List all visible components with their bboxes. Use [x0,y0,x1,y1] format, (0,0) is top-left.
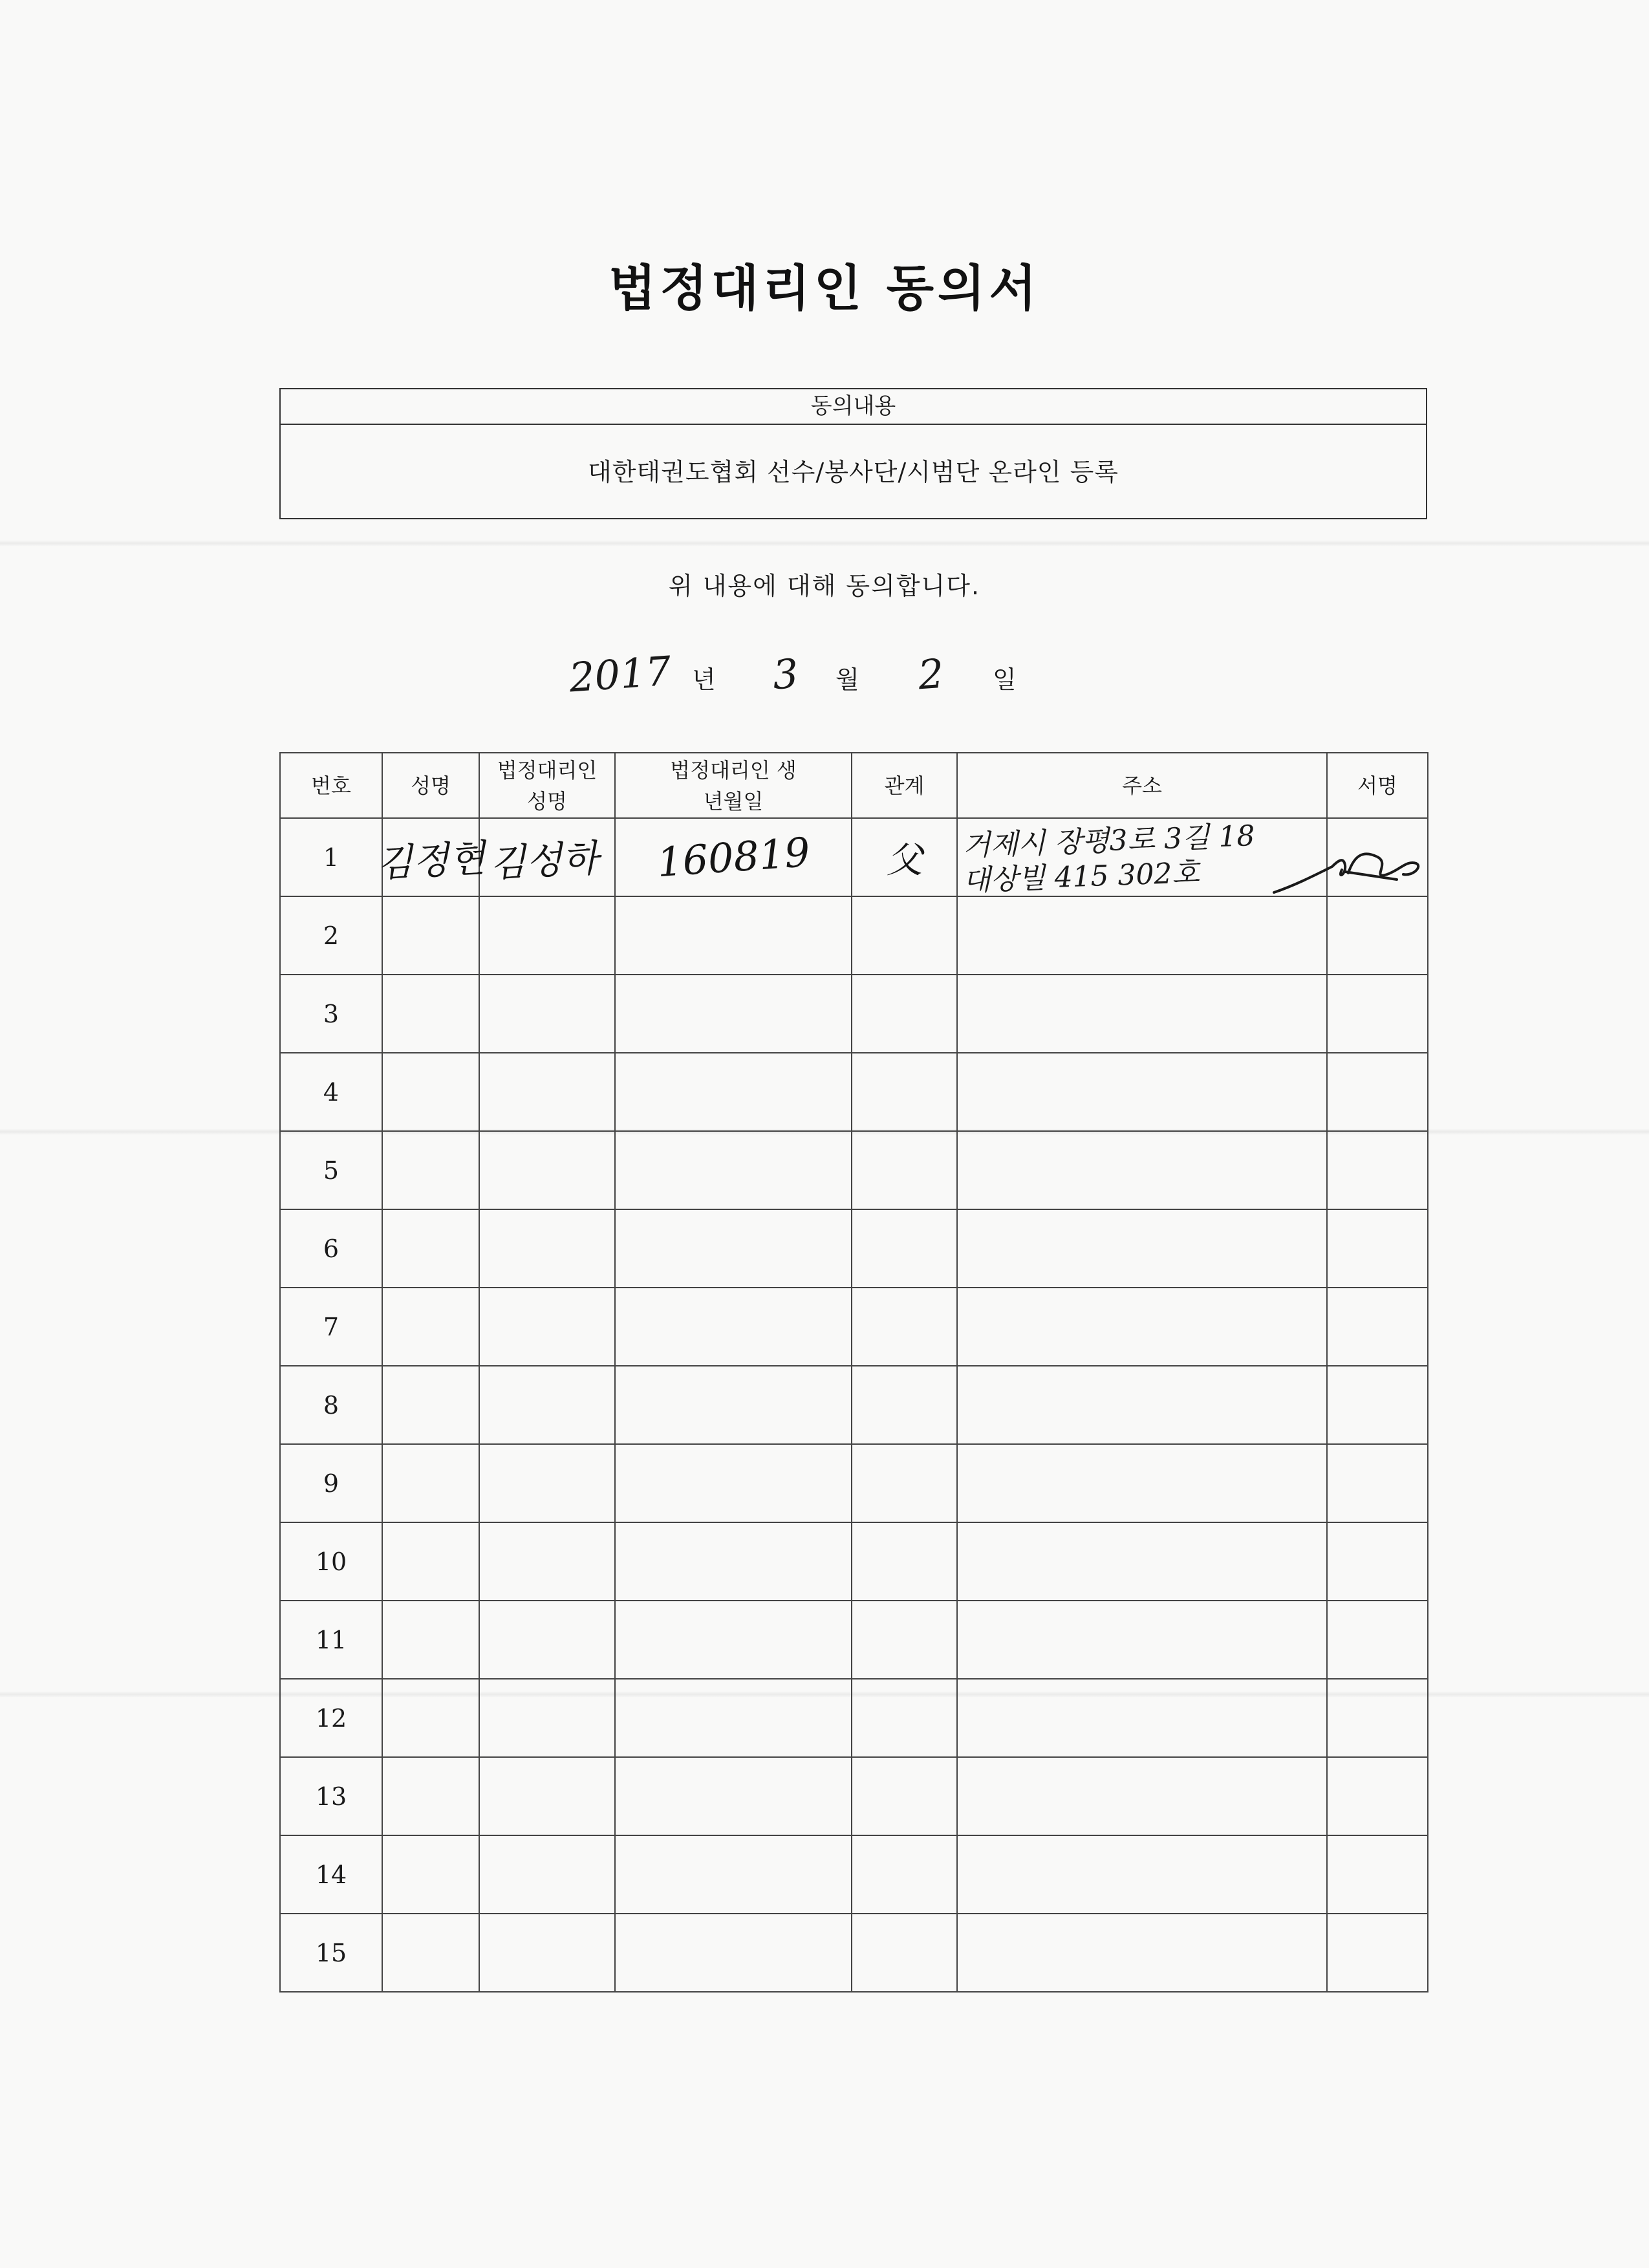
table-row [280,1522,1428,1601]
cell-guardian-name [479,1522,615,1601]
date-year-handwritten: 2017 [567,647,673,702]
cell-guardian-name [479,1444,615,1522]
cell-guardian-birthdate [615,1679,852,1757]
cell-name [382,1131,479,1209]
cell-guardian-birthdate [615,1601,852,1679]
cell-signature [1327,1444,1428,1522]
cell-name [382,1679,479,1757]
cell-guardian-birthdate [615,896,852,975]
cell-address [957,1053,1327,1131]
cell-address [957,1601,1327,1679]
cell-guardian-birthdate [615,1209,852,1288]
row-number: 5 [280,1131,382,1209]
cell-guardian-name [479,1601,615,1679]
row-number: 1 [280,818,382,896]
table-row [280,1679,1428,1757]
row-number: 3 [280,975,382,1053]
header-address: 주소 [957,753,1327,818]
header-name: 성명 [382,753,479,818]
cell-relation [852,1679,957,1757]
guardian-consent-table [279,752,1428,1993]
row-number: 4 [280,1053,382,1131]
cell-name [382,1444,479,1522]
cell-guardian-birthdate [615,818,852,896]
cell-signature [1327,1914,1428,1992]
cell-guardian-name [479,896,615,975]
header-number: 번호 [280,753,382,818]
date-month-label: 월 [835,665,859,694]
cell-guardian-birthdate [615,1053,852,1131]
cell-relation [852,975,957,1053]
cell-guardian-birthdate [615,1288,852,1366]
row-number: 6 [280,1209,382,1288]
cell-guardian-name [479,1835,615,1914]
cell-address [957,975,1327,1053]
row-number: 12 [280,1679,382,1757]
cell-signature [1327,1757,1428,1835]
consent-content: 대한태권도협회 선수/봉사단/시범단 온라인 등록 [587,458,1119,486]
cell-relation [852,818,957,896]
cell-name [382,1601,479,1679]
date-line [556,647,1099,705]
cell-address [957,896,1327,975]
cell-guardian-name [479,1053,615,1131]
table-row [280,1757,1428,1835]
handwritten-birthdate: 160819 [655,828,812,887]
consent-header: 동의내용 [281,389,1426,425]
cell-name [382,1914,479,1992]
cell-relation [852,1053,957,1131]
cell-signature [1327,896,1428,975]
table-row [280,1366,1428,1444]
handwritten-signature [1267,834,1442,905]
table-row [280,1053,1428,1131]
cell-signature [1327,975,1428,1053]
row-number: 15 [280,1914,382,1992]
cell-signature [1327,1131,1428,1209]
cell-name [382,1835,479,1914]
table-row [280,1288,1428,1366]
cell-guardian-name [479,1679,615,1757]
agreement-statement: 위 내용에 대해 동의합니다. [668,572,981,600]
consent-box [279,388,1427,519]
cell-relation [852,1444,957,1522]
cell-name [382,1209,479,1288]
cell-signature [1327,1366,1428,1444]
header-guardian-name: 법정대리인 성명 [479,753,615,818]
cell-signature [1327,1522,1428,1601]
handwritten-name: 김정현 [375,836,487,885]
cell-address [957,1679,1327,1757]
cell-guardian-birthdate [615,1914,852,1992]
table-row [280,896,1428,975]
row-number: 2 [280,896,382,975]
cell-name [382,1757,479,1835]
row-number: 7 [280,1288,382,1366]
cell-name [382,1288,479,1366]
table-row [280,1131,1428,1209]
cell-guardian-name [479,1209,615,1288]
header-relation: 관계 [852,753,957,818]
cell-address [957,1757,1327,1835]
row-number: 14 [280,1835,382,1914]
cell-relation [852,1835,957,1914]
table-row [280,1914,1428,1992]
cell-address [957,1288,1327,1366]
table-row [280,1601,1428,1679]
date-day-handwritten: 2 [916,649,945,699]
cell-relation [852,1209,957,1288]
cell-guardian-birthdate [615,1444,852,1522]
cell-relation [852,1366,957,1444]
cell-name [382,1522,479,1601]
cell-guardian-name [479,818,615,896]
row-number: 11 [280,1601,382,1679]
cell-relation [852,896,957,975]
cell-relation [852,1914,957,1992]
cell-signature [1327,1601,1428,1679]
cell-name [375,818,487,896]
cell-guardian-name [479,1131,615,1209]
cell-relation [852,1601,957,1679]
cell-guardian-name [479,1288,615,1366]
cell-signature [1327,1053,1428,1131]
cell-guardian-birthdate [615,1366,852,1444]
handwritten-address-line1: 거제시 장평3로 3길 18 [962,819,1256,863]
table-header-row [280,753,1428,818]
cell-guardian-birthdate [615,1835,852,1914]
cell-address [957,1209,1327,1288]
cell-signature [1327,1835,1428,1914]
cell-address [957,1444,1327,1522]
handwritten-address-line2: 대상빌 415 302호 [962,856,1200,898]
cell-guardian-name [479,975,615,1053]
cell-relation [852,1522,957,1601]
cell-relation [852,1288,957,1366]
cell-relation [852,1131,957,1209]
cell-address [957,1366,1327,1444]
cell-guardian-name [479,1914,615,1992]
table-row [280,975,1428,1053]
row-number: 10 [280,1522,382,1601]
cell-guardian-birthdate [615,975,852,1053]
cell-guardian-name [479,1757,615,1835]
cell-relation [852,1757,957,1835]
table-row [280,1444,1428,1522]
date-month-handwritten: 3 [771,649,800,699]
cell-address [957,1131,1327,1209]
date-year-label: 년 [692,665,716,694]
cell-guardian-birthdate [615,1131,852,1209]
cell-guardian-birthdate [615,1522,852,1601]
date-day-label: 일 [993,665,1017,694]
handwritten-relation: 父 [886,839,923,881]
cell-name [382,1366,479,1444]
table-row [280,1835,1428,1914]
table-row [280,818,1428,896]
cell-guardian-birthdate [615,1757,852,1835]
cell-guardian-name [479,1366,615,1444]
row-number: 13 [280,1757,382,1835]
cell-signature [1327,1679,1428,1757]
table-row [280,1209,1428,1288]
row-number: 9 [280,1444,382,1522]
cell-name [382,896,479,975]
cell-name [382,975,479,1053]
paper-fold-line [0,540,1649,546]
header-guardian-birthdate: 법정대리인 생년월일 [615,753,852,818]
cell-address [957,1835,1327,1914]
document-title: 법정대리인 동의서 [609,259,1040,317]
row-number: 8 [280,1366,382,1444]
header-signature: 서명 [1327,753,1428,818]
cell-signature [1327,1288,1428,1366]
handwritten-guardian-name: 김성하 [488,836,599,885]
cell-name [382,1053,479,1131]
cell-address [957,1914,1327,1992]
cell-signature [1327,1209,1428,1288]
cell-address [957,1522,1327,1601]
